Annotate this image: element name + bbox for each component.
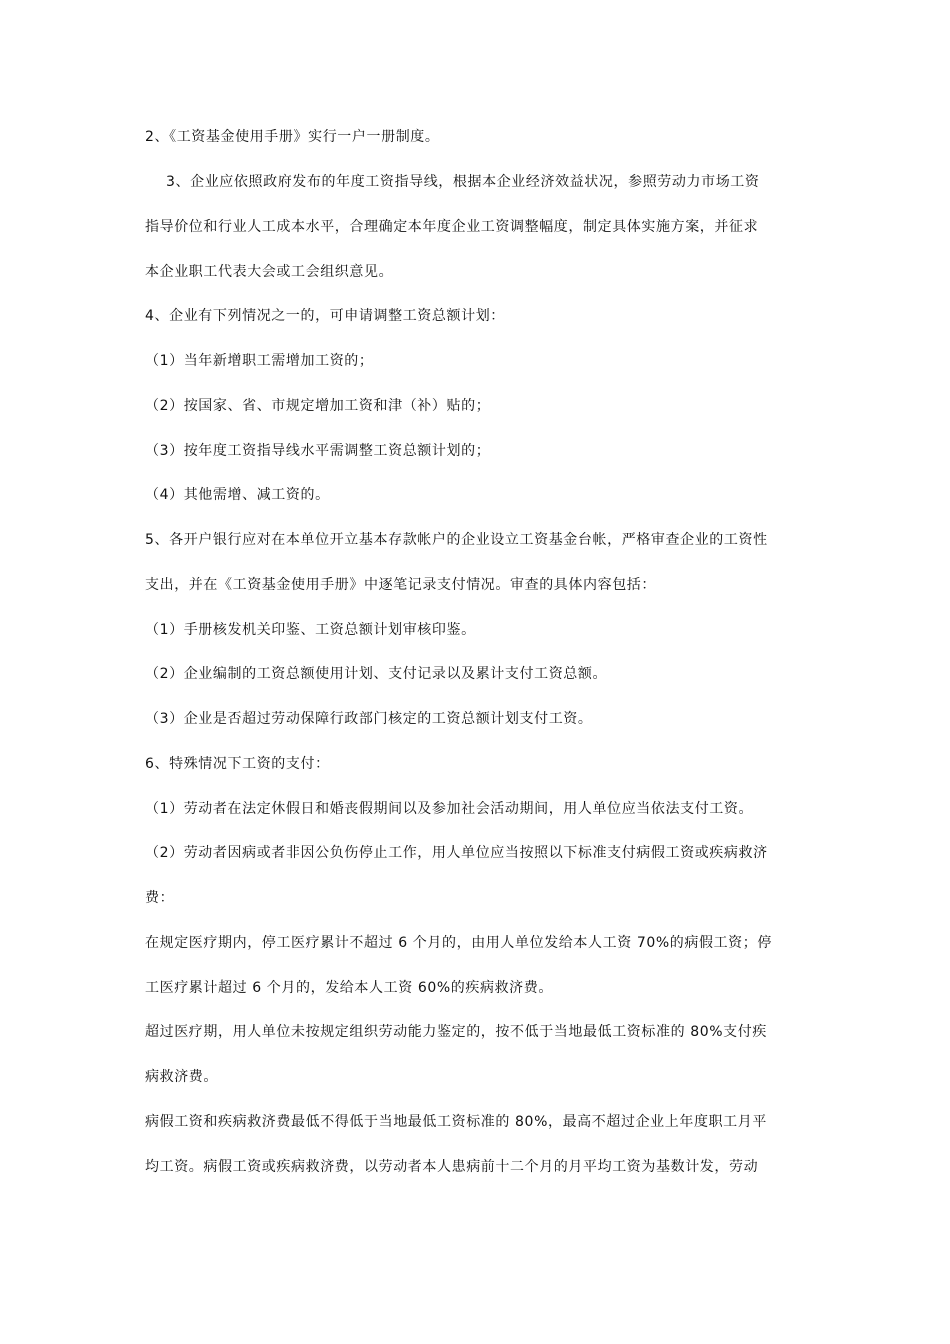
paragraph-line-item4: 4、企业有下列情况之一的，可申请调整工资总额计划： [145,308,505,324]
paragraph-line-item6: 6、特殊情况下工资的支付： [145,756,330,772]
list-item-4-2: （2）按国家、省、市规定增加工资和津（补）贴的； [145,398,491,414]
paragraph-line-minimum-2: 均工资。病假工资或疾病救济费，以劳动者本人患病前十二个月的月平均工资为基数计发，劳动 [145,1159,759,1175]
list-item-6-2: （2）劳动者因病或者非因公负伤停止工作，用人单位应当按照以下标准支付病假工资或疾病救济 [145,845,768,861]
list-item-5-1: （1）手册核发机关印鉴、工资总额计划审核印鉴。 [145,622,476,638]
paragraph-line-beyond-period-1: 超过医疗期，用人单位未按规定组织劳动能力鉴定的，按不低于当地最低工资标准的 80%支付疾 [145,1024,767,1040]
list-item-5-2: （2）企业编制的工资总额使用计划、支付记录以及累计支付工资总额。 [145,666,608,682]
list-item-4-4: （4）其他需增、减工资的。 [145,487,330,503]
paragraph-line-beyond-period-2: 病救济费。 [145,1069,218,1085]
paragraph-line-item5: 5、各开户银行应对在本单位开立基本存款帐户的企业设立工资基金台帐，严格审查企业的工资性 [145,532,768,548]
paragraph-line-item2: 2、《工资基金使用手册》实行一户一册制度。 [145,129,440,145]
paragraph-line-item3-cont1: 指导价位和行业人工成本水平，合理确定本年度企业工资调整幅度，制定具体实施方案，并征求 [145,219,759,235]
paragraph-line-minimum-1: 病假工资和疾病救济费最低不得低于当地最低工资标准的 80%，最高不超过企业上年度职工月平 [145,1114,767,1130]
paragraph-line-sick-leave-2: 工医疗累计超过 6 个月的，发给本人工资 60%的疾病救济费。 [145,980,553,996]
paragraph-line-item5-cont: 支出，并在《工资基金使用手册》中逐笔记录支付情况。审查的具体内容包括： [145,577,656,593]
list-item-6-2-cont: 费： [145,890,175,906]
list-item-5-3: （3）企业是否超过劳动保障行政部门核定的工资总额计划支付工资。 [145,711,593,727]
paragraph-line-sick-leave-1: 在规定医疗期内，停工医疗累计不超过 6 个月的，由用人单位发给本人工资 70%的病假工资；停 [145,935,772,951]
paragraph-line-item3: 3、企业应依照政府发布的年度工资指导线，根据本企业经济效益状况，参照劳动力市场工资 [166,174,760,190]
list-item-4-1: （1）当年新增职工需增加工资的； [145,353,374,369]
paragraph-line-item3-cont2: 本企业职工代表大会或工会组织意见。 [145,264,394,280]
list-item-4-3: （3）按年度工资指导线水平需调整工资总额计划的； [145,443,491,459]
list-item-6-1: （1）劳动者在法定休假日和婚丧假期间以及参加社会活动期间，用人单位应当依法支付工资。 [145,801,754,817]
